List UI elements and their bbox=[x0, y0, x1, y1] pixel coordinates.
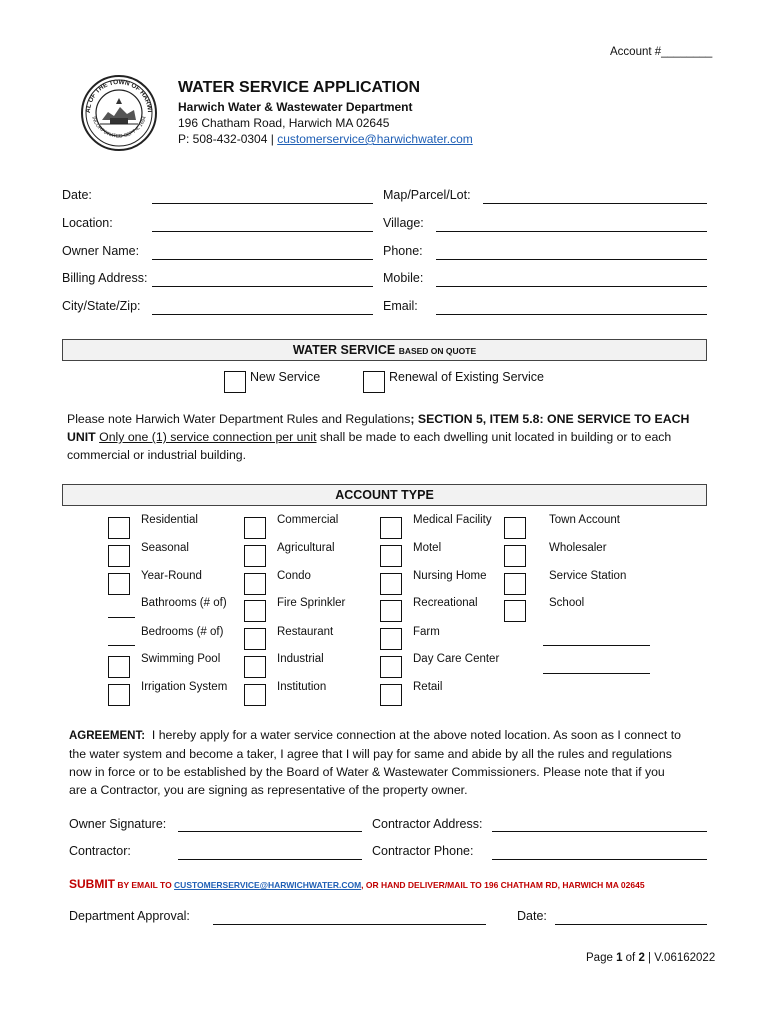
page-footer bbox=[586, 952, 715, 964]
field-map-parcel-lot-input[interactable] bbox=[483, 203, 707, 204]
owner-signature-label: Owner Signature: bbox=[69, 817, 167, 831]
bathrooms-count-input[interactable] bbox=[108, 617, 135, 618]
agreement-line4: are a Contractor, you are signing as representative of the property owner. bbox=[69, 783, 468, 797]
restaurant-label: Restaurant bbox=[277, 626, 334, 638]
nursing-home-checkbox[interactable] bbox=[380, 573, 402, 595]
new-service-label: New Service bbox=[250, 370, 321, 384]
fire-sprinkler-checkbox[interactable] bbox=[244, 600, 266, 622]
submit-rest: , OR HAND DELIVER/MAIL TO 196 CHATHAM RD, HARWICH MA 02645 bbox=[361, 880, 645, 890]
notice-line2-rest: shall be made to each dwelling unit located in building or to each bbox=[316, 430, 672, 444]
nursing-home-label: Nursing Home bbox=[413, 570, 487, 582]
water-service-subtitle: BASED ON QUOTE bbox=[398, 346, 477, 356]
submit-word: SUBMIT bbox=[69, 877, 115, 891]
field-village-label: Village: bbox=[383, 216, 424, 230]
service-station-checkbox[interactable] bbox=[504, 573, 526, 595]
agricultural-label: Agricultural bbox=[277, 542, 335, 554]
motel-label: Motel bbox=[413, 542, 442, 554]
irrigation-system-label: Irrigation System bbox=[141, 681, 228, 693]
recreational-label: Recreational bbox=[413, 597, 478, 609]
new-service-checkbox[interactable] bbox=[224, 371, 246, 393]
town-account-checkbox[interactable] bbox=[504, 517, 526, 539]
fire-sprinkler-label: Fire Sprinkler bbox=[277, 597, 346, 609]
recreational-checkbox[interactable] bbox=[380, 600, 402, 622]
medical-facility-checkbox[interactable] bbox=[380, 517, 402, 539]
department-approval-input[interactable] bbox=[213, 924, 486, 925]
department-name: Harwich Water & Wastewater Department bbox=[178, 100, 413, 114]
notice-line3: commercial or industrial building. bbox=[67, 448, 247, 462]
field-date-input[interactable] bbox=[152, 203, 373, 204]
bedrooms-count-input[interactable] bbox=[108, 645, 135, 646]
contractor-address-input[interactable] bbox=[492, 831, 707, 832]
wholesaler-checkbox[interactable] bbox=[504, 545, 526, 567]
contractor-phone-input[interactable] bbox=[492, 859, 707, 860]
field-mobile-input[interactable] bbox=[436, 286, 707, 287]
page-title: WATER SERVICE APPLICATION bbox=[178, 79, 421, 96]
department-approval-label: Department Approval: bbox=[69, 909, 190, 923]
other-type-input-1[interactable] bbox=[543, 645, 650, 646]
swimming-pool-checkbox[interactable] bbox=[108, 656, 130, 678]
svg-text:INCORPORATED SEPT 4, 1694: INCORPORATED SEPT 4, 1694 bbox=[90, 115, 148, 140]
commercial-label: Commercial bbox=[277, 514, 339, 526]
school-label: School bbox=[549, 597, 585, 609]
contractor-phone-label: Contractor Phone: bbox=[372, 844, 474, 858]
department-email-link[interactable]: customerservice@harwichwater.com bbox=[277, 132, 473, 146]
school-checkbox[interactable] bbox=[504, 600, 526, 622]
agreement-line3: now in force or to be established by the Board of Water & Wastewater Commissioners. Please note that if you bbox=[69, 765, 665, 779]
notice-line2-underline: Only one (1) service connection per unit bbox=[99, 430, 317, 444]
field-map-parcel-lot-label: Map/Parcel/Lot: bbox=[383, 188, 471, 202]
renewal-service-checkbox[interactable] bbox=[363, 371, 385, 393]
submit-email-link[interactable]: CUSTOMERSERVICE@HARWICHWATER.COM bbox=[174, 880, 362, 890]
retail-label: Retail bbox=[413, 681, 443, 693]
field-location-input[interactable] bbox=[152, 231, 373, 232]
submit-instructions bbox=[69, 877, 645, 891]
year-round-label: Year-Round bbox=[141, 570, 202, 582]
condo-checkbox[interactable] bbox=[244, 573, 266, 595]
retail-checkbox[interactable] bbox=[380, 684, 402, 706]
water-service-header bbox=[62, 339, 707, 361]
field-city-state-zip-input[interactable] bbox=[152, 314, 373, 315]
irrigation-system-checkbox[interactable] bbox=[108, 684, 130, 706]
account-type-header: ACCOUNT TYPE bbox=[62, 484, 707, 506]
submit-by-email: BY EMAIL TO bbox=[115, 880, 175, 890]
department-address: 196 Chatham Road, Harwich MA 02645 bbox=[178, 116, 390, 130]
footer-page-total: 2 bbox=[638, 952, 645, 964]
agreement-line1: I hereby apply for a water service connection at the above noted location. As soon as I connect to bbox=[151, 728, 681, 742]
day-care-center-checkbox[interactable] bbox=[380, 656, 402, 678]
notice-line2-bold: UNIT bbox=[67, 430, 96, 444]
contractor-label: Contractor: bbox=[69, 844, 131, 858]
motel-checkbox[interactable] bbox=[380, 545, 402, 567]
industrial-checkbox[interactable] bbox=[244, 656, 266, 678]
field-email-input[interactable] bbox=[436, 314, 707, 315]
footer-version: | V.06162022 bbox=[644, 952, 716, 964]
account-number-label: Account #________ bbox=[610, 46, 713, 58]
field-village-input[interactable] bbox=[436, 231, 707, 232]
farm-label: Farm bbox=[413, 626, 440, 638]
field-phone-label: Phone: bbox=[383, 244, 423, 258]
commercial-checkbox[interactable] bbox=[244, 517, 266, 539]
rules-notice bbox=[67, 410, 707, 464]
footer-page-number: 1 bbox=[616, 952, 623, 964]
department-phone: P: 508-432-0304 | bbox=[178, 132, 278, 146]
agreement-line2: the water system and become a taker, I agree that I will pay for same and abide by all the rules and regulations bbox=[69, 747, 672, 761]
approval-date-input[interactable] bbox=[555, 924, 707, 925]
seasonal-checkbox[interactable] bbox=[108, 545, 130, 567]
field-mobile-label: Mobile: bbox=[383, 271, 424, 285]
industrial-label: Industrial bbox=[277, 653, 324, 665]
institution-checkbox[interactable] bbox=[244, 684, 266, 706]
restaurant-checkbox[interactable] bbox=[244, 628, 266, 650]
contractor-input[interactable] bbox=[178, 859, 362, 860]
renewal-service-label: Renewal of Existing Service bbox=[389, 370, 544, 384]
residential-label: Residential bbox=[141, 514, 198, 526]
residential-checkbox[interactable] bbox=[108, 517, 130, 539]
institution-label: Institution bbox=[277, 681, 327, 693]
field-owner-name-label: Owner Name: bbox=[62, 244, 140, 258]
town-account-label: Town Account bbox=[549, 514, 620, 526]
field-billing-address-input[interactable] bbox=[152, 286, 373, 287]
water-service-title: WATER SERVICE bbox=[292, 343, 396, 357]
town-seal-logo bbox=[80, 74, 158, 152]
other-type-input-2[interactable] bbox=[543, 673, 650, 674]
bathrooms-label: Bathrooms (# of) bbox=[141, 597, 227, 609]
footer-of: of bbox=[622, 952, 639, 964]
service-station-label: Service Station bbox=[549, 570, 627, 582]
notice-line1-normal: Please note Harwich Water Department Rules and Regulations bbox=[67, 412, 411, 426]
notice-line1-bold: ; SECTION 5, ITEM 5.8: ONE SERVICE TO EACH bbox=[410, 412, 690, 426]
field-phone-input[interactable] bbox=[436, 259, 707, 260]
medical-facility-label: Medical Facility bbox=[413, 514, 492, 526]
owner-signature-input[interactable] bbox=[178, 831, 362, 832]
field-owner-name-input[interactable] bbox=[152, 259, 373, 260]
bedrooms-label: Bedrooms (# of) bbox=[141, 626, 224, 638]
agreement-text bbox=[69, 726, 709, 799]
seasonal-label: Seasonal bbox=[141, 542, 189, 554]
condo-label: Condo bbox=[277, 570, 311, 582]
agreement-label: AGREEMENT: bbox=[69, 730, 146, 742]
svg-text:SEAL OF THE TOWN OF HARWICH: AL OF THE TOWN OF HARWI bbox=[84, 78, 154, 114]
wholesaler-label: Wholesaler bbox=[549, 542, 607, 554]
field-city-state-zip-label: City/State/Zip: bbox=[62, 299, 141, 313]
day-care-center-label: Day Care Center bbox=[413, 653, 500, 665]
contractor-address-label: Contractor Address: bbox=[372, 817, 483, 831]
agricultural-checkbox[interactable] bbox=[244, 545, 266, 567]
field-location-label: Location: bbox=[62, 216, 113, 230]
contact-line bbox=[178, 132, 473, 146]
field-billing-address-label: Billing Address: bbox=[62, 271, 148, 285]
swimming-pool-label: Swimming Pool bbox=[141, 653, 221, 665]
year-round-checkbox[interactable] bbox=[108, 573, 130, 595]
field-email-label: Email: bbox=[383, 299, 418, 313]
approval-date-label: Date: bbox=[517, 909, 547, 923]
footer-page-prefix: Page bbox=[586, 952, 617, 964]
farm-checkbox[interactable] bbox=[380, 628, 402, 650]
field-date-label: Date: bbox=[62, 188, 92, 202]
